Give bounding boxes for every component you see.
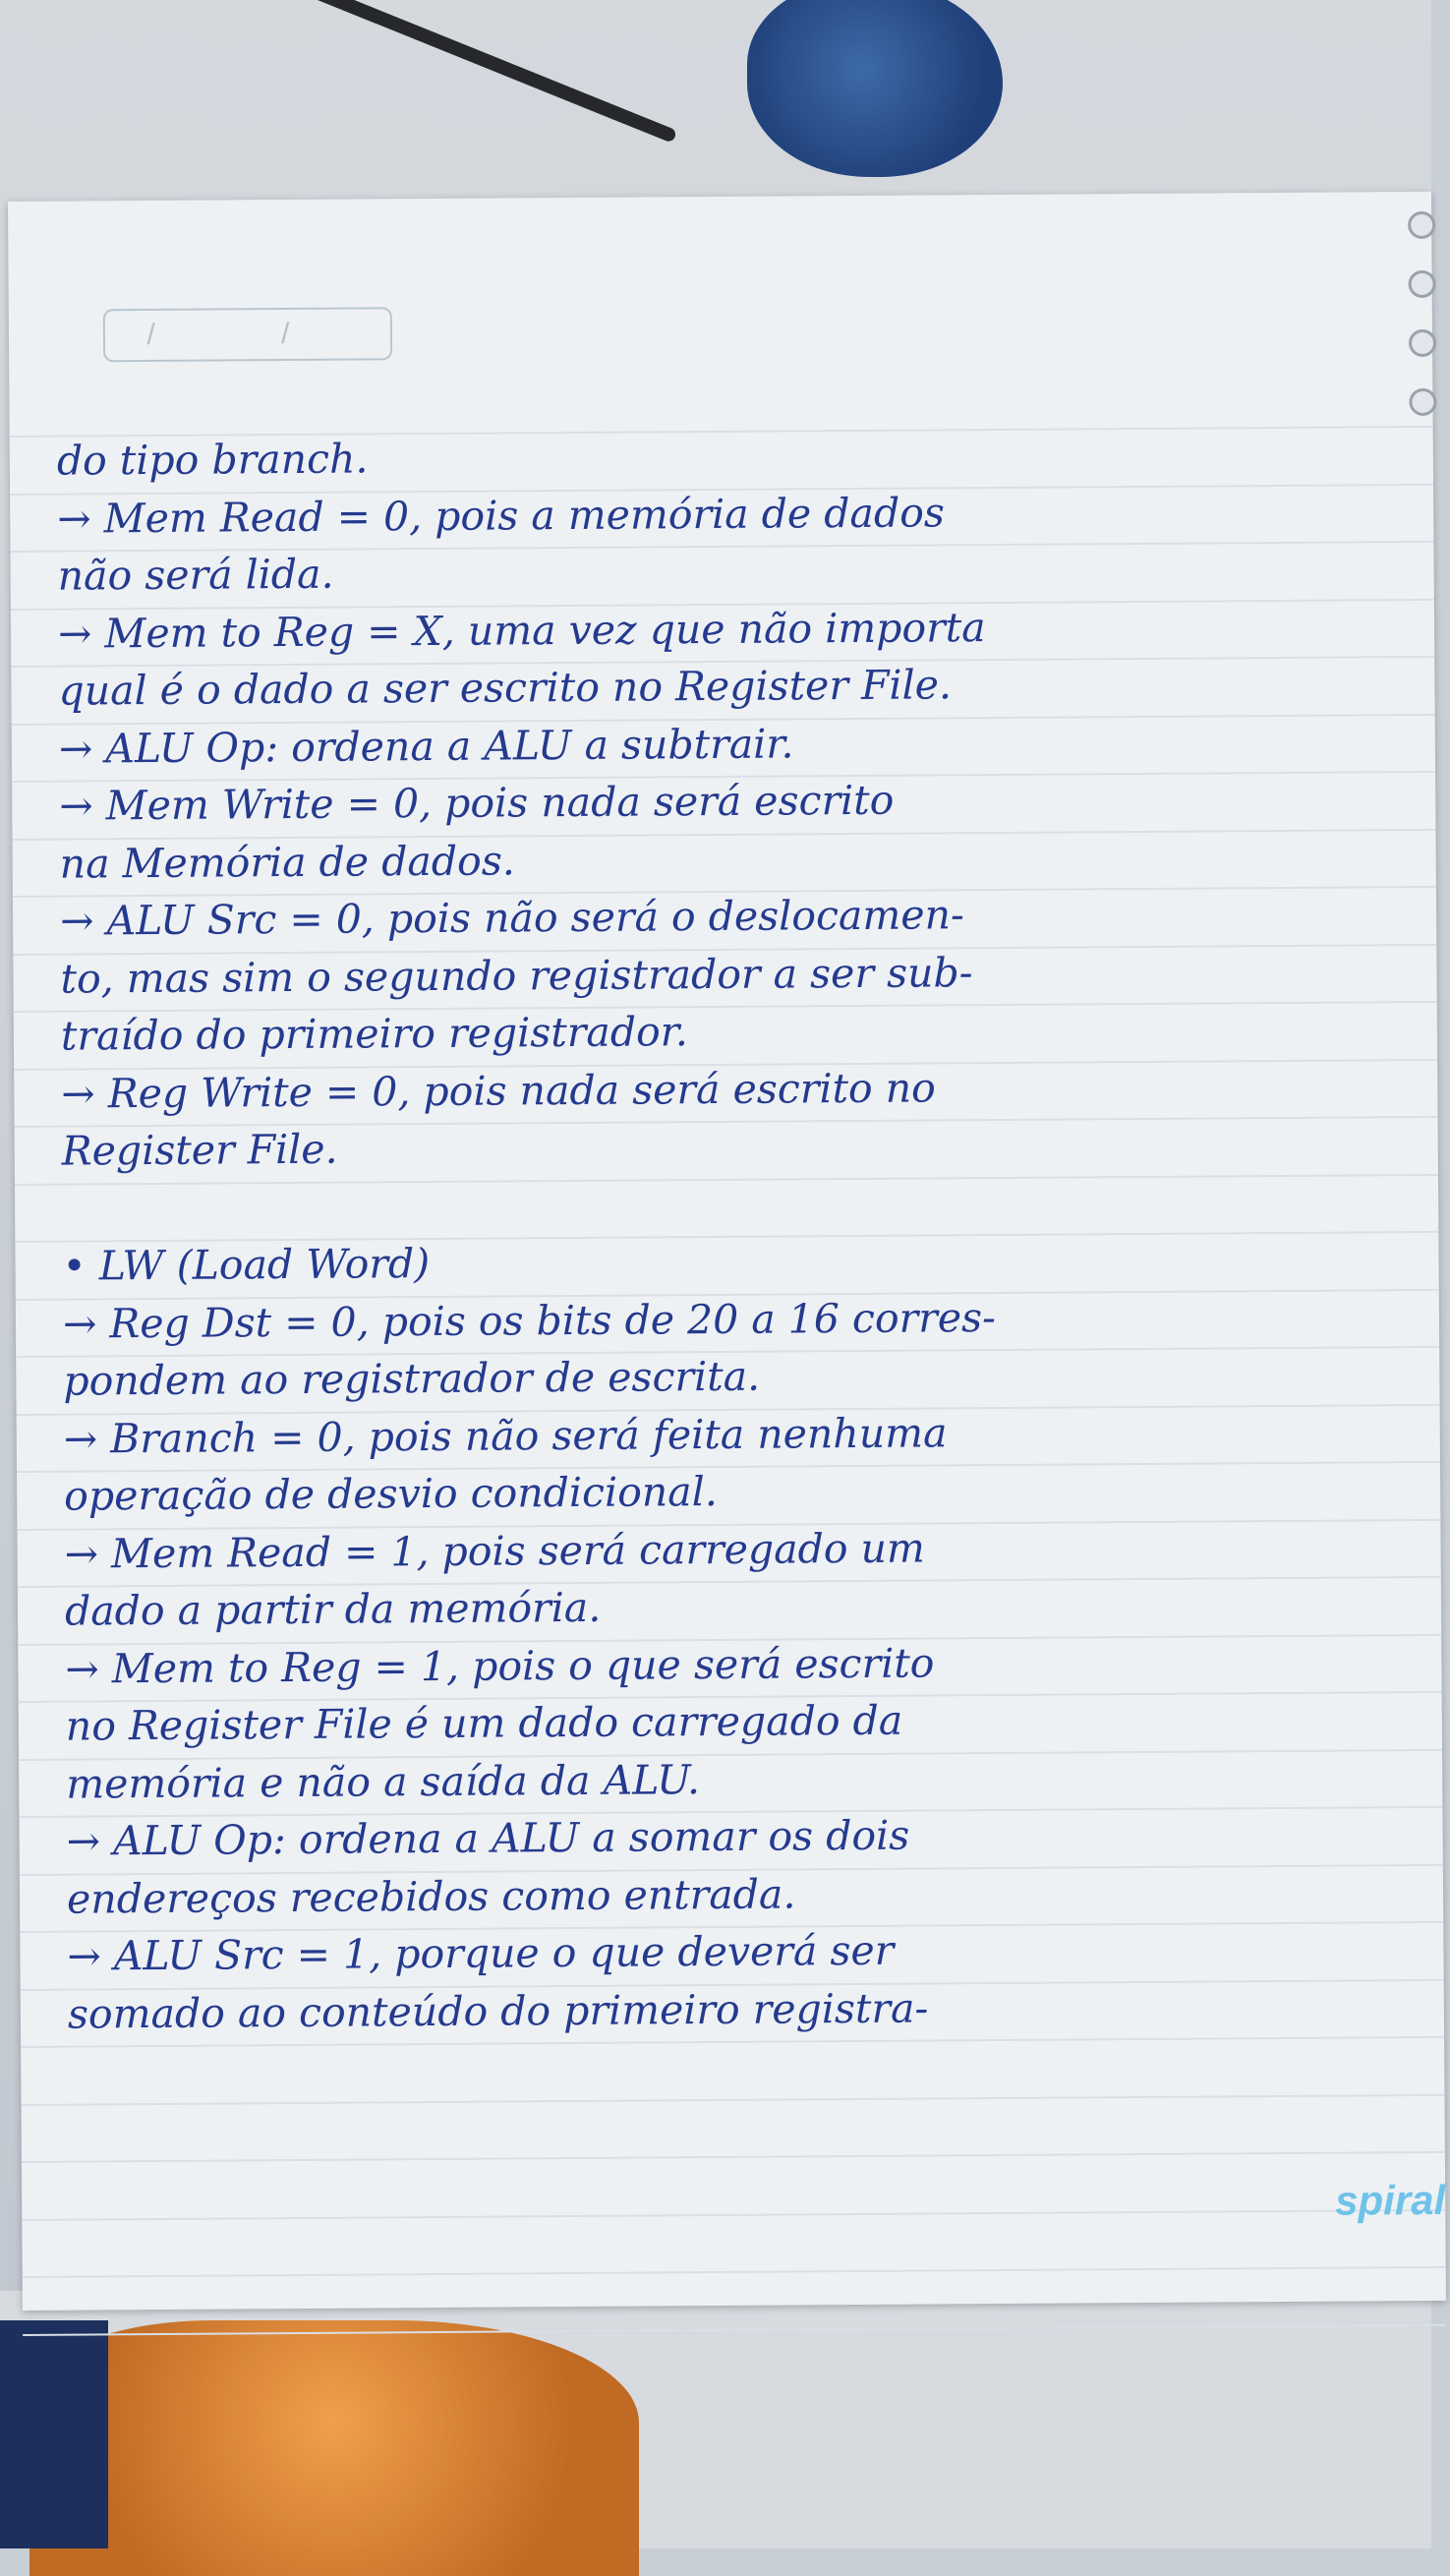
- text-line: endereços recebidos como entrada.: [66, 1869, 796, 1923]
- text-line: → Mem to Reg = 1, pois o que será escrito: [65, 1638, 935, 1693]
- text-line: qual é o dado a ser escrito no Register File.: [58, 661, 953, 715]
- text-line: → Reg Dst = 0, pois os bits de 20 a 16 corres-: [62, 1293, 997, 1348]
- handwritten-text: [57, 423, 1434, 2043]
- text-line: no Register File é um dado carregado da: [65, 1696, 903, 1750]
- text-line: memória e não a saída da ALU.: [66, 1755, 701, 1808]
- ruled-line: [22, 2208, 1445, 2220]
- text-line: → ALU Op: ordena a ALU a subtrair.: [58, 719, 794, 773]
- text-line: → Branch = 0, pois não será feita nenhuma: [63, 1408, 948, 1463]
- brand-logo: spiral: [1335, 2176, 1446, 2224]
- section-heading: • LW (Load Word): [62, 1240, 431, 1290]
- text-line: traído do primeiro registrador.: [60, 1008, 689, 1060]
- text-line: → ALU Src = 0, pois não será o deslocamen-: [59, 891, 964, 945]
- spiral-ring: [1409, 270, 1436, 298]
- ruled-line: [23, 2266, 1446, 2278]
- text-line: to, mas sim o segundo registrador a ser sub-: [60, 948, 973, 1003]
- text-line: Register File.: [61, 1125, 338, 1175]
- text-line: dado a partir da memória.: [64, 1583, 602, 1635]
- text-line: não será lida.: [57, 550, 334, 600]
- text-line: operação de desvio condicional.: [64, 1467, 718, 1520]
- orange-pattern: [29, 2320, 639, 2576]
- text-line: somado ao conteúdo do primeiro registra-: [67, 1984, 929, 2038]
- notebook-page: [8, 192, 1446, 2311]
- spiral-ring: [1409, 329, 1436, 357]
- navy-pattern: [0, 2320, 108, 2548]
- date-box: / /: [103, 307, 392, 362]
- text-line: → Mem Write = 0, pois nada será escrito: [59, 776, 895, 830]
- text-line: → ALU Src = 1, porque o que deverá ser: [67, 1926, 895, 1980]
- spiral-ring: [1408, 211, 1435, 239]
- text-line: → Mem Read = 0, pois a memória de dados: [57, 488, 946, 543]
- text-line: → ALU Op: ordena a ALU a somar os dois: [66, 1811, 910, 1865]
- text-line: na Memória de dados.: [59, 836, 515, 888]
- blue-object: [747, 0, 1003, 177]
- text-line: → Mem Read = 1, pois será carregado um: [64, 1524, 925, 1578]
- text-line: → Reg Write = 0, pois nada será escrito no: [61, 1063, 936, 1118]
- text-line: pondem ao registrador de escrita.: [63, 1352, 761, 1405]
- text-line: do tipo branch.: [56, 435, 369, 485]
- ruled-line: [22, 2093, 1445, 2105]
- blank-line: [62, 1170, 1428, 1237]
- spiral-ring: [1409, 388, 1436, 416]
- text-line: → Mem to Reg = X, uma vez que não importa: [57, 603, 986, 658]
- ruled-line: [22, 2151, 1445, 2163]
